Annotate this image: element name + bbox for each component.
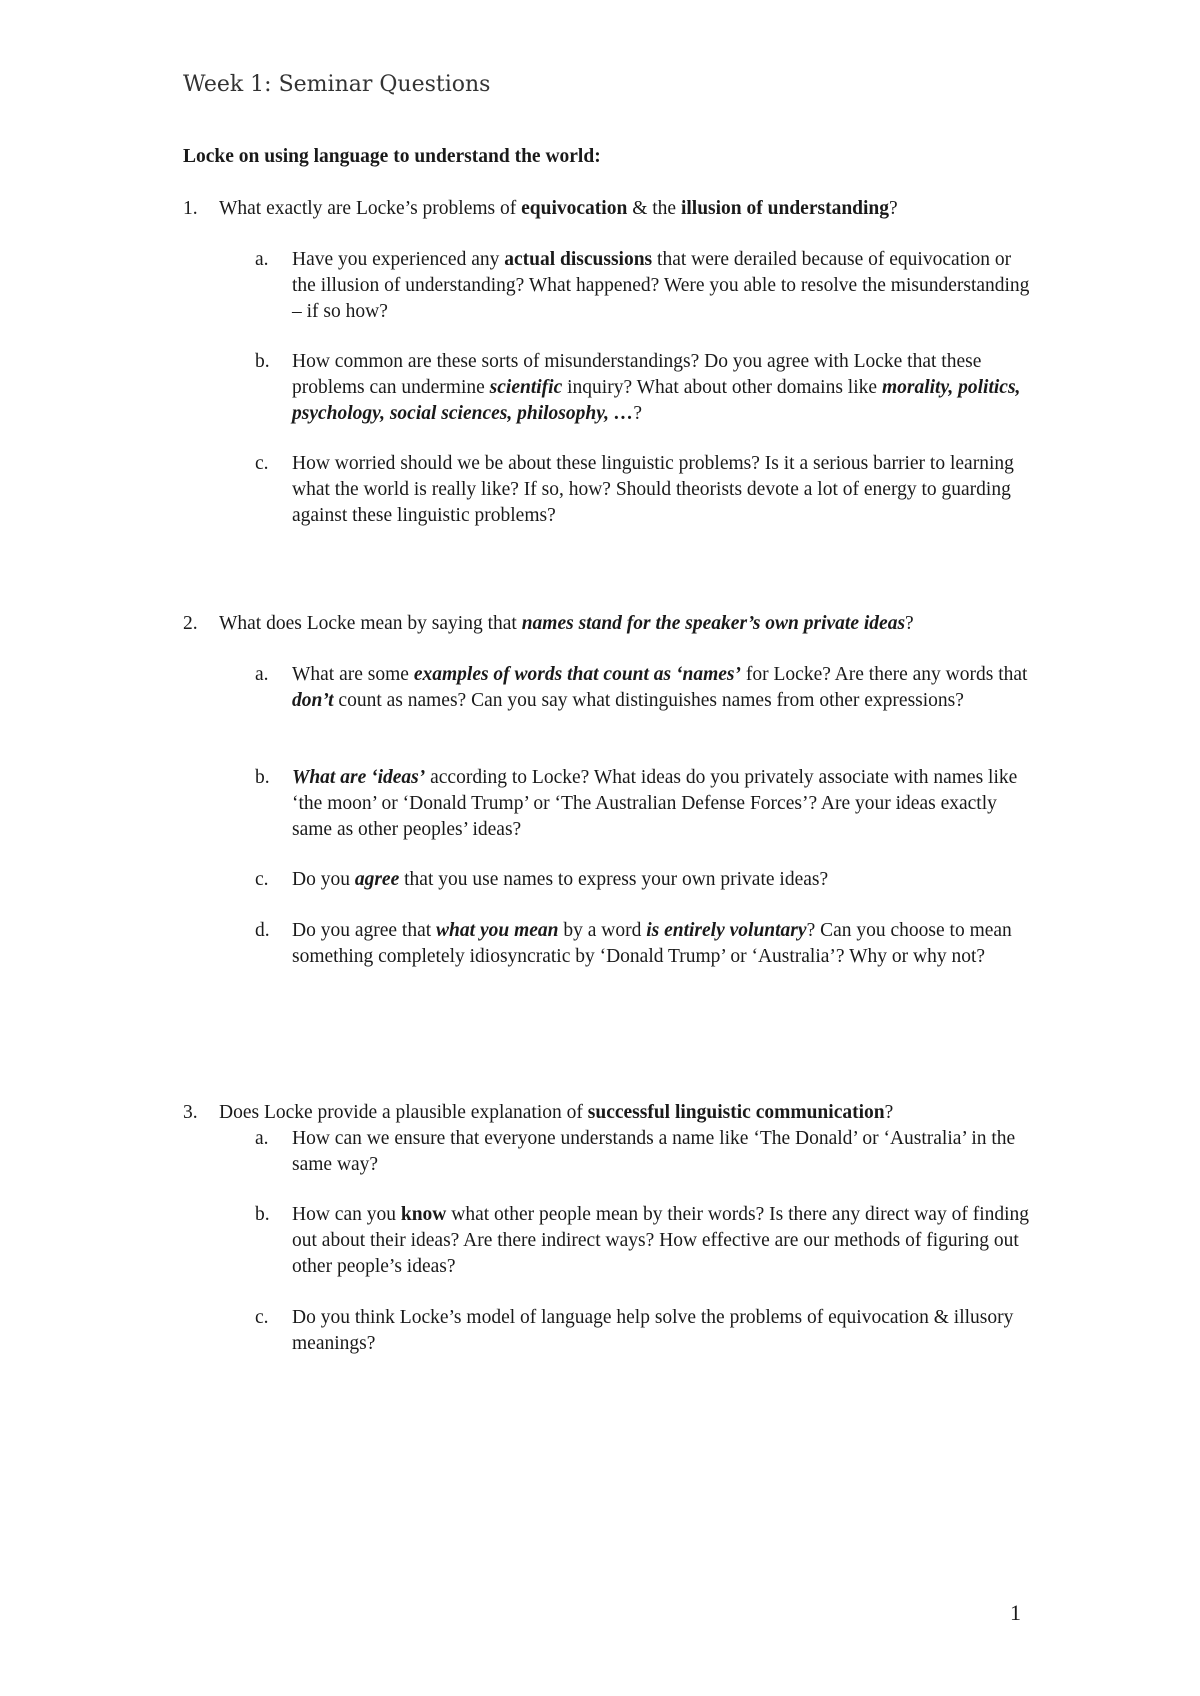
sub-question-2b xyxy=(255,765,1035,843)
text-run: is entirely voluntary xyxy=(646,920,807,941)
sub-question-text xyxy=(292,349,1035,427)
text-run: agree xyxy=(354,869,400,890)
text-run: what you mean xyxy=(436,920,559,941)
text-run: ? xyxy=(884,1102,894,1123)
text-run: names stand for the speaker’s own private ideas xyxy=(521,613,906,634)
question-number: 2. xyxy=(183,613,198,634)
text-run: Does Locke provide a plausible explanation of xyxy=(219,1102,588,1123)
question-1 xyxy=(183,196,1043,222)
sub-question-2a xyxy=(255,662,1035,714)
text-run: Have you experienced any xyxy=(292,249,505,270)
sub-question-letter: b. xyxy=(255,351,270,372)
question-number: 1. xyxy=(183,198,198,219)
sub-question-2d xyxy=(255,918,1035,970)
text-run: examples of words that count as ‘names’ xyxy=(413,664,742,685)
question-2 xyxy=(183,611,1043,637)
text-run: Do you xyxy=(292,869,355,890)
text-run: equivocation xyxy=(521,198,628,219)
sub-question-3c xyxy=(255,1305,1035,1357)
text-run: ? xyxy=(905,613,914,634)
sub-question-1a xyxy=(255,247,1035,325)
sub-question-letter: b. xyxy=(255,1204,270,1225)
text-run: What does Locke mean by saying that xyxy=(219,613,522,634)
text-run: What are some xyxy=(292,664,414,685)
sub-question-letter: b. xyxy=(255,767,270,788)
text-run: ? xyxy=(633,403,643,424)
sub-question-letter: a. xyxy=(255,1128,269,1149)
text-run: know xyxy=(400,1204,447,1225)
text-run: ? Can you choose to mean something completely idiosyncratic by ‘Donald Trump’ or ‘Australia’? Why or why not? xyxy=(292,920,1012,967)
text-run: scientific xyxy=(489,377,563,398)
text-run: What exactly are Locke’s problems of xyxy=(219,198,522,219)
text-run: morality, politics, psychology, social sciences, philosophy, … xyxy=(292,377,1021,424)
text-run: count as names? Can you say what distinguishes names from other expressions? xyxy=(333,690,964,711)
sub-question-text xyxy=(292,918,1035,970)
sub-question-text xyxy=(292,1305,1035,1357)
text-run: illusion of understanding xyxy=(680,198,890,219)
sub-question-3a xyxy=(255,1126,1035,1178)
text-run: How can we ensure that everyone understands a name like ‘The Donald’ or ‘Australia’ in the same way? xyxy=(292,1128,1016,1175)
sub-question-letter: d. xyxy=(255,920,270,941)
sub-question-text xyxy=(292,1202,1035,1280)
text-run: ? xyxy=(889,198,898,219)
sub-question-3b xyxy=(255,1202,1035,1280)
question-number: 3. xyxy=(183,1102,198,1123)
text-run: How worried should we be about these linguistic problems? Is it a serious barrier to learning what the world is really like? If so, how? Should theorists devote a lot of energy to guarding against these linguistic problems? xyxy=(292,453,1014,526)
text-run: for Locke? Are there any words that xyxy=(741,664,1028,685)
text-run: Do you think Locke’s model of language help solve the problems of equivocation & illusory meanings? xyxy=(292,1307,1014,1354)
text-run: How can you xyxy=(292,1204,401,1225)
sub-question-text xyxy=(292,451,1035,529)
page-number: 1 xyxy=(1010,1600,1021,1625)
text-run: what other people mean by their words? Is there any direct way of finding out about their ideas? Are there indirect ways? How effective are our methods of figuring out other people’s ideas? xyxy=(292,1204,1030,1277)
sub-question-2c xyxy=(255,867,1035,893)
sub-question-text xyxy=(292,247,1035,325)
sub-question-text xyxy=(292,765,1035,843)
sub-question-text xyxy=(292,1126,1035,1178)
section-heading: Locke on using language to understand the world: xyxy=(183,146,601,167)
text-run: according to Locke? What ideas do you privately associate with names like ‘the moon’ or ‘Donald Trump’ or ‘The Australian Defense Forces’? Are your ideas exactly same as other peoples’ ideas? xyxy=(292,767,1018,840)
text-run: actual discussions xyxy=(504,249,653,270)
sub-question-letter: c. xyxy=(255,1307,269,1328)
text-run: successful linguistic communication xyxy=(587,1102,885,1123)
question-3 xyxy=(183,1100,1043,1126)
sub-question-letter: c. xyxy=(255,453,269,474)
text-run: that were derailed because of equivocation or the illusion of understanding? What happened? Were you able to resolve the misunderstanding – if so how? xyxy=(292,249,1030,322)
text-run: inquiry? What about other domains like xyxy=(562,377,882,398)
sub-question-1b xyxy=(255,349,1035,427)
question-text xyxy=(219,198,898,219)
question-text xyxy=(219,613,914,634)
text-run: that you use names to express your own private ideas? xyxy=(399,869,829,890)
text-run: What are ‘ideas’ xyxy=(292,767,426,788)
page-title: Week 1: Seminar Questions xyxy=(183,72,491,97)
sub-question-text xyxy=(292,662,1035,714)
text-run: & the xyxy=(627,198,681,219)
text-run: don’t xyxy=(292,690,334,711)
text-run: by a word xyxy=(558,920,647,941)
sub-question-letter: a. xyxy=(255,664,269,685)
question-text xyxy=(219,1102,893,1123)
sub-question-letter: a. xyxy=(255,249,269,270)
sub-question-1c xyxy=(255,451,1035,529)
sub-question-letter: c. xyxy=(255,869,269,890)
sub-question-text xyxy=(292,867,1035,893)
text-run: How common are these sorts of misunderstandings? Do you agree with Locke that these problems can undermine xyxy=(292,351,982,398)
text-run: Do you agree that xyxy=(292,920,437,941)
